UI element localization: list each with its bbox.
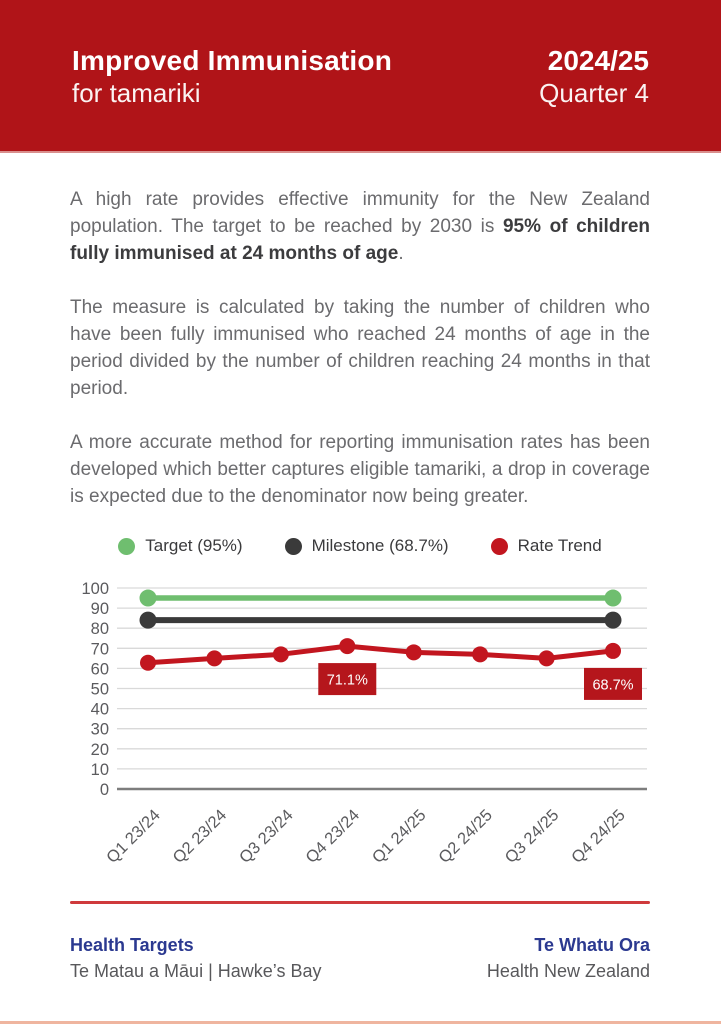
y-tick-label: 60 [90, 660, 109, 679]
trend-chart [55, 578, 665, 880]
x-tick-label: Q1 24/25 [368, 806, 430, 867]
data-point [605, 612, 622, 629]
header-banner [0, 0, 721, 153]
header-title-block [72, 44, 392, 110]
footer [70, 932, 650, 984]
footer-rule [70, 901, 650, 904]
x-tick-label: Q3 24/25 [501, 806, 563, 867]
x-tick-label: Q3 23/24 [235, 806, 297, 867]
data-point [273, 646, 289, 662]
data-point [406, 644, 422, 660]
footer-right-subtitle: Health New Zealand [486, 961, 650, 981]
footer-right [487, 932, 650, 984]
paragraph-target [70, 186, 650, 267]
paragraph-target-text: A high rate provides effective immunity for the New Zealand population. The target to be reached by 2030 is [70, 189, 650, 237]
y-tick-label: 0 [99, 781, 109, 799]
legend-dot-icon [285, 538, 302, 555]
legend-item [491, 536, 602, 556]
body-copy [70, 186, 650, 537]
legend-label: Milestone (68.7%) [311, 536, 449, 555]
period-year: 2024/25 [547, 45, 649, 76]
y-tick-label: 70 [90, 640, 109, 659]
chart-legend [60, 536, 660, 556]
x-tick-label: Q4 24/25 [568, 806, 629, 867]
y-tick-label: 100 [81, 580, 109, 598]
data-point [140, 612, 157, 629]
data-point [605, 643, 621, 659]
legend-dot-icon [118, 538, 135, 555]
y-tick-label: 10 [90, 760, 109, 779]
y-tick-label: 30 [90, 720, 109, 739]
data-point [140, 655, 156, 671]
y-tick-label: 90 [90, 600, 109, 619]
page-title: Improved Immunisation [72, 45, 393, 76]
paragraph-target-period: . [398, 243, 404, 264]
annotation-label: 71.1% [326, 672, 368, 689]
footer-right-title: Te Whatu Ora [534, 935, 650, 955]
footer-left-subtitle: Te Matau a Māui | Hawke’s Bay [70, 961, 322, 981]
footer-left [70, 932, 321, 984]
data-point [472, 646, 488, 662]
x-tick-label: Q2 23/24 [169, 806, 231, 867]
trend-chart-svg [55, 578, 665, 880]
y-tick-label: 20 [90, 740, 109, 759]
footer-left-title: Health Targets [70, 935, 194, 955]
y-tick-label: 80 [90, 620, 109, 639]
data-point [140, 590, 157, 607]
legend-label: Target (95%) [145, 536, 243, 555]
data-point [605, 590, 622, 607]
legend-dot-icon [491, 538, 508, 555]
paragraph-method: A more accurate method for reporting immunisation rates has been developed which better captures eligible tamariki, a drop in coverage is expected due to the denominator now being greater. [70, 432, 650, 507]
data-point [539, 650, 555, 666]
header-period-block [539, 44, 649, 110]
period-quarter: Quarter 4 [539, 78, 649, 108]
y-tick-label: 40 [90, 700, 109, 719]
legend-item [118, 536, 242, 556]
page-subtitle: for tamariki [72, 78, 201, 108]
y-tick-label: 50 [90, 680, 109, 699]
data-point [339, 638, 355, 654]
annotation-label: 68.7% [592, 677, 634, 694]
legend-label: Rate Trend [517, 536, 602, 555]
x-tick-label: Q1 23/24 [103, 806, 164, 867]
x-tick-label: Q4 23/24 [302, 806, 364, 867]
x-tick-label: Q2 24/25 [435, 806, 496, 867]
paragraph-measure: The measure is calculated by taking the number of children who have been fully immunised who reached 24 months of age in the period divided by the number of children reaching 24 months in that period. [70, 297, 650, 399]
legend-item [285, 536, 449, 556]
data-point [206, 650, 222, 666]
paragraph-target-bold: 95% of children fully immunised at 24 months of age [70, 216, 651, 264]
